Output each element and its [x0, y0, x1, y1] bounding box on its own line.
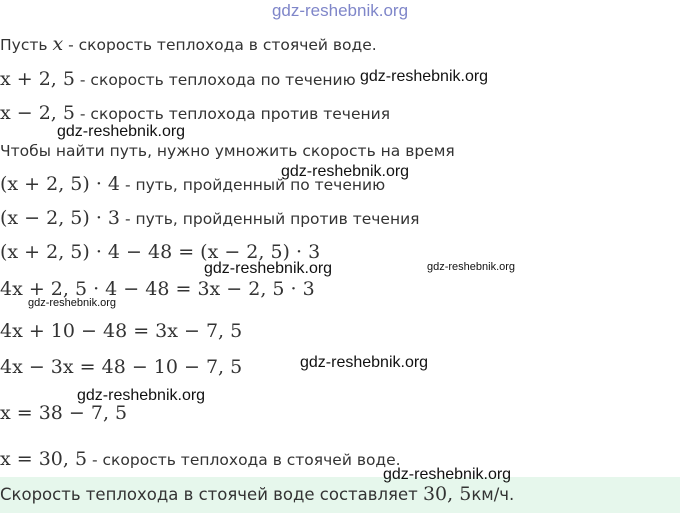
watermark: gdz-reshebnik.org — [383, 466, 512, 483]
line-text: - скорость теплохода по течению — [74, 71, 356, 89]
watermark: gdz-reshebnik.org — [77, 387, 206, 404]
line-math: (x + 2, 5) · 4 − 48 = (x − 2, 5) · 3 — [0, 241, 321, 263]
watermark: gdz-reshebnik.org — [57, 123, 186, 140]
line-text: - путь, пройденный против течения — [120, 210, 420, 228]
answer-value: 30, 5 — [422, 483, 472, 505]
line-math: x − 2, 5 — [0, 102, 75, 124]
header-watermark: gdz-reshebnik.org — [271, 1, 409, 20]
line-math: 4x + 2, 5 · 4 − 48 = 3x − 2, 5 · 3 — [0, 278, 315, 300]
line-math: 4x + 10 − 48 = 3x − 7, 5 — [0, 320, 243, 342]
line-math: (x + 2, 5) · 4 — [0, 173, 121, 195]
line-text: Пусть — [0, 36, 53, 54]
answer-unit: км/ч. — [471, 485, 515, 504]
watermark: gdz-reshebnik.org — [427, 261, 516, 273]
line-math: x = 30, 5 — [0, 448, 88, 470]
line-math: 4x − 3x = 48 − 10 − 7, 5 — [0, 356, 243, 378]
line-text: - скорость теплохода против течения — [74, 105, 391, 123]
watermark: gdz-reshebnik.org — [360, 68, 489, 85]
answer-label: Скорость теплохода в стоячей воде составляет — [0, 485, 423, 504]
solution-line-6 — [0, 206, 420, 231]
line-math: x = 38 − 7, 5 — [0, 402, 128, 424]
watermark: gdz-reshebnik.org — [281, 163, 410, 180]
equation-line-3 — [0, 319, 242, 344]
line-math: x — [52, 33, 64, 55]
line-text: - путь, пройденный по течению — [120, 176, 386, 194]
watermark: gdz-reshebnik.org — [28, 297, 117, 309]
line-text: - скорость теплохода в стоячей воде. — [87, 451, 401, 469]
line-math: x + 2, 5 — [0, 68, 75, 90]
equation-line-4 — [0, 355, 242, 380]
solution-result-line — [0, 447, 401, 472]
watermark: gdz-reshebnik.org — [204, 260, 333, 277]
answer-text — [0, 482, 514, 507]
answer-box — [0, 477, 680, 513]
solution-line-1 — [0, 32, 377, 57]
line-text: - скорость теплохода в стоячей воде. — [63, 36, 377, 54]
watermark: gdz-reshebnik.org — [300, 354, 429, 371]
line-math: (x − 2, 5) · 3 — [0, 207, 121, 229]
line-text: Чтобы найти путь, нужно умножить скорость на время — [0, 142, 455, 160]
solution-line-2 — [0, 67, 356, 92]
solution-line-4 — [0, 139, 455, 163]
